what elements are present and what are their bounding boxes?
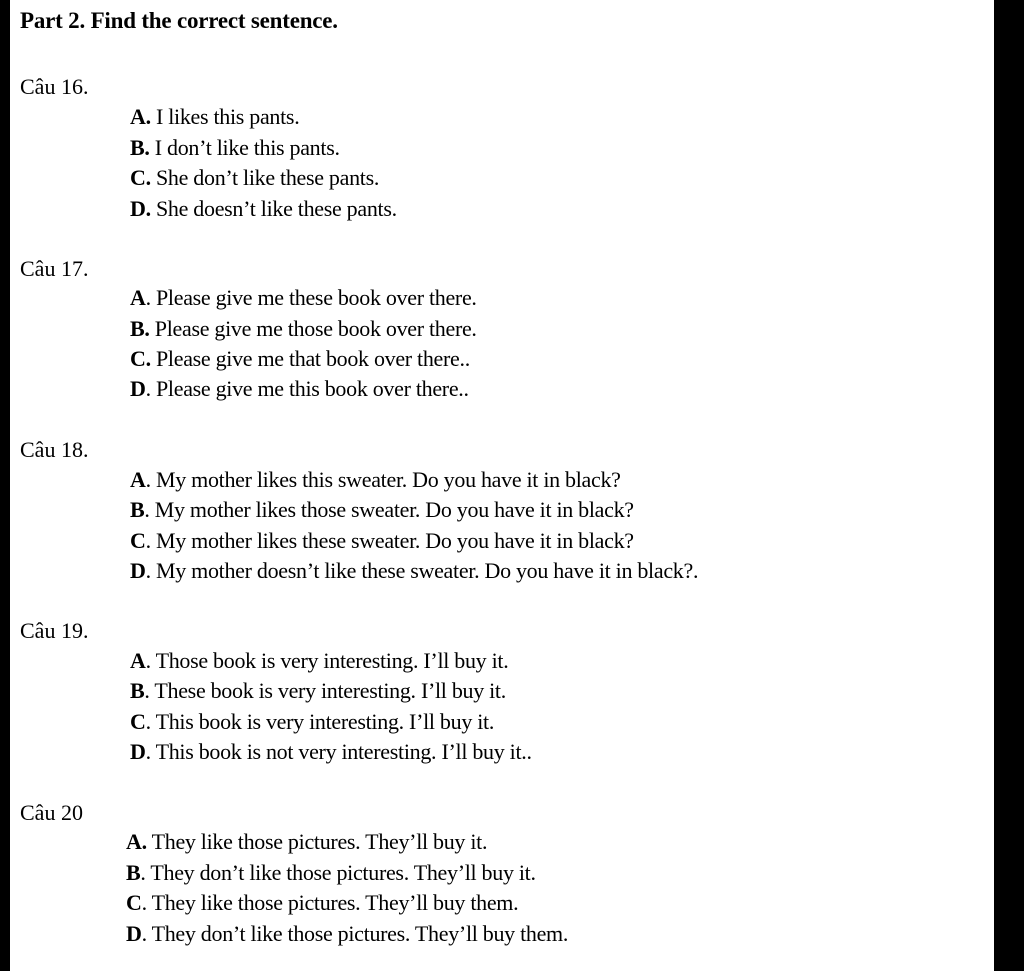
question-17-option-c [130,346,470,372]
option-letter: B [126,860,141,885]
option-letter: A. [130,104,151,129]
option-text: . My mother doesn’t like these sweater. Do you have it in black?. [145,558,699,583]
question-18-option-d [130,558,698,584]
option-text: . This book is not very interesting. I’ll buy it.. [145,739,532,764]
option-letter: C [130,709,146,734]
question-20-option-a [126,829,487,855]
question-17-option-b [130,316,477,342]
option-text: . These book is very interesting. I’ll buy it. [144,678,506,703]
option-letter: C. [130,346,151,371]
question-16-option-c [130,165,379,191]
question-20-label: Câu 20 [20,800,83,825]
question-19-option-d [130,739,532,765]
question-18-option-b [130,497,634,523]
worksheet-page [10,0,994,971]
page-title: Part 2. Find the correct sentence. [20,8,338,33]
question-19-label: Câu 19. [20,618,89,643]
question-17-label: Câu 17. [20,256,89,281]
question-18-option-c [130,528,634,554]
option-letter: A [130,467,146,492]
option-text: Please give me those book over there. [149,316,477,341]
option-letter: D [126,921,142,946]
option-letter: D [130,376,146,401]
option-text: They like those pictures. They’ll buy it. [146,829,488,854]
option-letter: B. [130,135,150,160]
option-text: . Those book is very interesting. I’ll buy it. [145,648,509,673]
option-text: I likes this pants. [150,104,300,129]
option-text: . This book is very interesting. I’ll buy it. [145,709,495,734]
option-text: She don’t like these pants. [150,165,380,190]
question-19-option-c [130,709,494,735]
option-letter: D. [130,196,151,221]
option-text: . My mother likes these sweater. Do you have it in black? [145,528,634,553]
option-text: She doesn’t like these pants. [150,196,397,221]
option-letter: B [130,497,145,522]
question-16-option-a [130,104,299,130]
question-19-option-a [130,648,508,674]
question-17-option-d [130,376,469,402]
option-text: I don’t like this pants. [149,135,340,160]
question-18-label: Câu 18. [20,437,89,462]
question-17-option-a [130,285,477,311]
question-20-option-d [126,921,568,947]
option-text: Please give me that book over there.. [150,346,470,371]
option-letter: D [130,558,146,583]
option-letter: C. [130,165,151,190]
option-text: . Please give me these book over there. [145,285,477,310]
option-text: . They don’t like those pictures. They’ll buy it. [140,860,536,885]
question-18-option-a [130,467,621,493]
question-20-option-c [126,890,518,916]
question-16-label: Câu 16. [20,74,89,99]
option-text: . Please give me this book over there.. [145,376,469,401]
option-letter: A. [126,829,147,854]
question-20-option-b [126,860,536,886]
option-text: . They don’t like those pictures. They’ll buy them. [141,921,569,946]
option-text: . They like those pictures. They’ll buy them. [141,890,519,915]
option-letter: C [130,528,146,553]
option-letter: A [130,285,146,310]
option-letter: B [130,678,145,703]
question-16-option-d [130,196,397,222]
option-letter: B. [130,316,150,341]
option-text: . My mother likes this sweater. Do you have it in black? [145,467,621,492]
option-text: . My mother likes those sweater. Do you have it in black? [144,497,634,522]
question-16-option-b [130,135,340,161]
question-19-option-b [130,678,506,704]
option-letter: C [126,890,142,915]
option-letter: A [130,648,146,673]
option-letter: D [130,739,146,764]
